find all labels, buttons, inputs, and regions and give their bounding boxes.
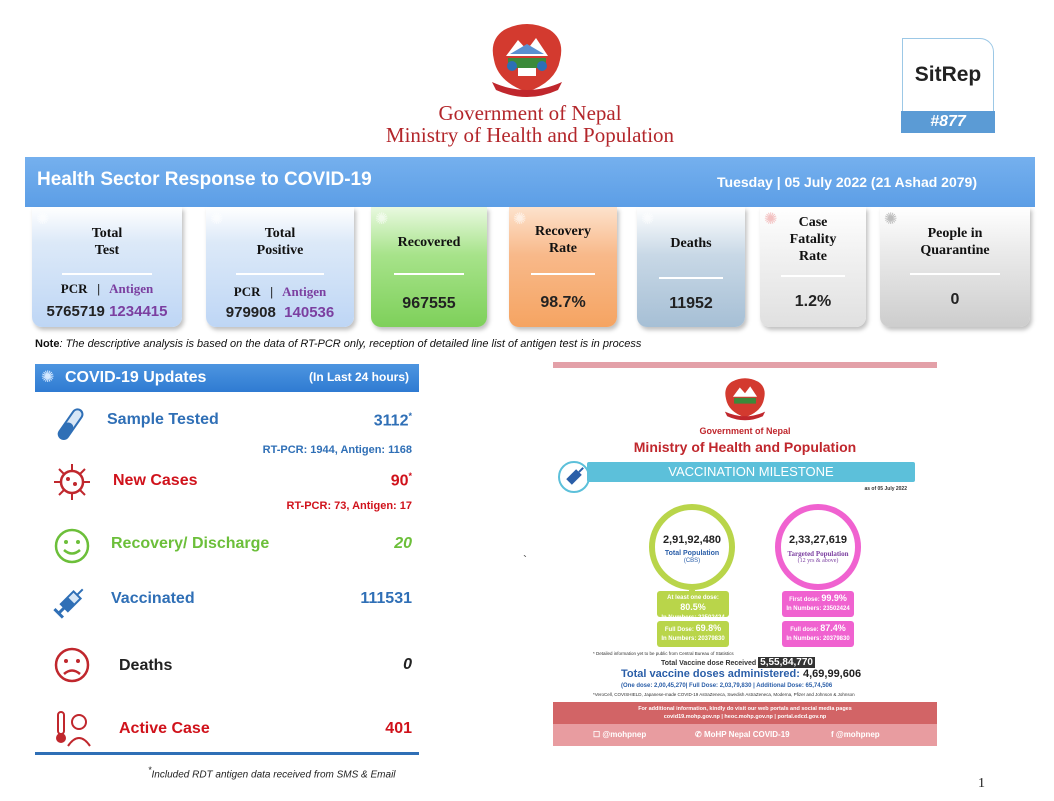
pcr-label: PCR — [60, 281, 88, 296]
card-value: 98.7% — [540, 294, 586, 311]
new-cases-number: 90 — [390, 472, 409, 490]
sad-face-icon — [52, 645, 92, 685]
card-title-line: Positive — [256, 243, 304, 258]
test-tube-icon — [50, 405, 90, 445]
antigen-value: 1234415 — [109, 303, 168, 320]
pill-numbers: In Numbers: 20379830 — [786, 636, 850, 642]
syringe-icon — [557, 458, 591, 496]
deaths-value: 0 — [403, 656, 412, 673]
thermometer-patient-icon — [52, 708, 92, 748]
card-value: 11952 — [669, 295, 713, 312]
card-title-line: Quarantine — [920, 243, 990, 258]
card-title — [32, 225, 182, 259]
sample-tested-detail: RT-PCR: 1944, Antigen: 1168 — [262, 444, 412, 456]
card-title — [760, 214, 866, 265]
vaccinated-label: Vaccinated — [111, 590, 195, 607]
title-banner — [25, 157, 1035, 207]
card-title-line: Total — [91, 226, 123, 241]
recovery-label: Recovery/ Discharge — [111, 535, 270, 552]
footnote-mark: * — [148, 765, 152, 775]
card-total-positive — [206, 207, 354, 327]
nepal-emblem-icon — [484, 20, 570, 100]
active-case-label: Active Case — [119, 720, 210, 737]
virus-icon: ✺ — [764, 211, 778, 228]
card-divider — [910, 273, 1000, 275]
pcr-value: 5765719 — [46, 303, 105, 320]
as-of-date: as of 05 July 2022 — [864, 486, 907, 492]
separator: | — [270, 284, 274, 299]
deaths-label: Deaths — [119, 657, 173, 674]
total-population-label: Total Population — [664, 550, 720, 557]
footnote-text: Included RDT antigen data received from SMS & Email — [151, 769, 396, 781]
stray-mark: ` — [523, 553, 527, 567]
virus-icon: ✺ — [884, 211, 898, 228]
card-value: 967555 — [402, 295, 456, 312]
additional-info-box — [553, 702, 937, 724]
targeted-population-range: (12 yrs & above) — [797, 558, 839, 564]
left-full-dose-pill — [657, 621, 729, 647]
antigen-label: Antigen — [282, 284, 327, 299]
government-heading — [300, 102, 760, 146]
pill-label: Full dose: — [790, 627, 819, 633]
pill-percent: 99.9% — [821, 593, 847, 603]
info-links: covid19.mohp.gov.np | heoc.mohp.gov.np | portal.edcd.gov.np — [663, 714, 827, 720]
banner-date: Tuesday | 05 July 2022 (21 Ashad 2079) — [717, 174, 977, 190]
sample-tested-label: Sample Tested — [107, 411, 219, 428]
total-administered — [621, 668, 861, 680]
card-values — [206, 304, 354, 321]
total-received — [661, 657, 815, 668]
targeted-population-value: 2,33,27,619 — [788, 534, 848, 546]
pill-label: First dose: — [789, 597, 820, 603]
pcr-value: 979908 — [225, 304, 276, 321]
administered-label: Total vaccine doses administered: — [621, 668, 800, 680]
analysis-note — [35, 338, 641, 350]
virus-icon: ✺ — [375, 211, 389, 228]
new-cases-detail: RT-PCR: 73, Antigen: 17 — [286, 500, 412, 512]
card-divider — [781, 275, 845, 277]
vaccinated-value: 111531 — [360, 590, 412, 607]
card-title: Deaths — [670, 236, 712, 251]
syringe-icon — [50, 582, 90, 622]
gov-line-2: Ministry of Health and Population — [385, 123, 675, 147]
vaccination-milestone-bar: VACCINATION MILESTONE — [587, 462, 915, 482]
infographic-top-bar — [553, 362, 937, 368]
note-label: Note — [35, 338, 60, 350]
recovery-value: 20 — [394, 535, 412, 552]
pill-numbers: In Numbers: 23502424 — [786, 606, 850, 612]
sitrep-badge — [902, 38, 994, 132]
sitrep-number: #877 — [901, 111, 995, 133]
card-title-line: Rate — [549, 241, 577, 256]
vac-ministry-line: Ministry of Health and Population — [633, 439, 857, 455]
note-text: : The descriptive analysis is based on the data of RT-PCR only, reception of detailed line list of antigen test is in process — [59, 338, 642, 350]
card-divider — [531, 273, 596, 275]
footnote — [148, 765, 396, 780]
card-title-line: Case — [798, 215, 828, 230]
received-value: 5,55,84,770 — [760, 657, 813, 668]
pill-label: Full Dose: — [664, 627, 694, 633]
targeted-population-ring — [775, 504, 861, 590]
antigen-label: Antigen — [109, 281, 154, 296]
card-title-line: Recovery — [535, 224, 591, 239]
facebook-text: @mohpnep — [835, 730, 880, 739]
card-divider — [62, 273, 152, 275]
card-title: Recovered — [397, 235, 461, 250]
card-divider — [394, 273, 464, 275]
card-values — [32, 303, 182, 320]
left-first-dose-pill — [657, 591, 729, 621]
virus-icon: ✺ — [641, 211, 655, 228]
twitter-text: @mohpnep — [602, 730, 647, 739]
card-title-line: Test — [94, 243, 120, 258]
card-title-line: Fatality — [789, 232, 837, 247]
pill-percent: 80.5% — [680, 602, 706, 612]
vac-gov-line: Government of Nepal — [699, 426, 791, 436]
virus-icon: ✺ — [36, 211, 50, 228]
twitter-handle[interactable]: ☐ @mohpnep — [593, 730, 647, 739]
social-bar — [553, 724, 937, 746]
virus-icon: ✺ — [41, 369, 55, 386]
vaccine-brands: *VeroCell, COVISHIELD, Japanese-made COVID-19 AstraZeneca, Swedish AstraZeneca, Moderna, Pfizer and Johnson & Johnson — [593, 692, 855, 697]
viber-text: MoHP Nepal COVID-19 — [703, 730, 790, 739]
administered-value: 4,69,99,606 — [802, 668, 862, 680]
new-cases-label: New Cases — [113, 472, 198, 489]
sample-tested-value — [374, 411, 412, 430]
smile-icon — [52, 526, 92, 566]
separator: | — [97, 281, 101, 296]
pill-label: At least one dose: — [667, 595, 719, 601]
virus-icon: ✺ — [210, 211, 224, 228]
sitrep-label: SitRep — [914, 63, 982, 86]
card-quarantine — [880, 207, 1030, 327]
active-case-value: 401 — [385, 720, 412, 737]
viber-handle[interactable]: ✆ MoHP Nepal COVID-19 — [695, 730, 790, 739]
card-recovered — [371, 207, 487, 327]
card-recovery-rate — [509, 207, 617, 327]
card-sublabels — [32, 281, 182, 297]
right-first-dose-pill — [782, 591, 854, 617]
facebook-handle[interactable]: f @mohpnep — [831, 730, 880, 739]
updates-title: COVID-19 Updates — [65, 369, 207, 386]
pcr-label: PCR — [233, 284, 261, 299]
right-full-dose-pill — [782, 621, 854, 647]
pill-numbers: In Numbers: 23502424 — [661, 615, 725, 621]
card-title-line: Rate — [799, 249, 827, 264]
card-title — [206, 225, 354, 259]
banner-title: Health Sector Response to COVID-19 — [37, 169, 372, 190]
card-case-fatality-rate — [760, 207, 866, 327]
updates-divider — [35, 752, 419, 755]
updates-subtitle: (In Last 24 hours) — [308, 370, 409, 384]
card-title-line: Total — [264, 226, 296, 241]
total-population-value: 2,91,92,480 — [662, 534, 722, 546]
dose-breakdown: (One dose: 2,00,45,270| Full Dose: 2,03,79,830 | Additional Dose: 65,74,506 — [621, 683, 833, 689]
targeted-population-label: Targeted Population — [787, 550, 849, 558]
footnote-mark: * — [408, 411, 412, 421]
footnote-mark: * — [408, 471, 412, 481]
page-number: 1 — [978, 776, 985, 791]
gov-line-1: Government of Nepal — [438, 101, 622, 125]
pill-percent: 69.8% — [695, 623, 722, 633]
total-population-ring — [649, 504, 735, 590]
virus-icon: ✺ — [513, 211, 527, 228]
info-line: For additional information, kindly do visit our web portals and social media pages — [638, 706, 852, 712]
pill-percent: 87.4% — [820, 623, 846, 633]
sample-tested-number: 3112 — [373, 412, 409, 430]
card-sublabels — [206, 284, 354, 300]
antigen-value: 140536 — [284, 304, 335, 321]
cbs-note: * Detailed information yet to be public from Central Bureau of Statistics — [593, 651, 734, 656]
nepal-emblem-icon — [719, 376, 771, 422]
card-title-line: People in — [927, 226, 983, 241]
pill-numbers: In Numbers: 20379830 — [661, 636, 725, 642]
card-value: 0 — [950, 291, 960, 308]
card-value: 1.2% — [794, 293, 832, 310]
updates-header — [35, 364, 419, 392]
total-population-source: (CBS) — [683, 558, 701, 564]
received-label: Total Vaccine dose Received — [661, 660, 757, 667]
card-divider — [236, 273, 325, 275]
vaccination-infographic — [553, 362, 937, 746]
new-cases-value — [391, 471, 412, 490]
card-title — [880, 225, 1030, 259]
coronavirus-icon — [52, 462, 92, 502]
card-total-test — [32, 207, 182, 327]
card-divider — [659, 277, 724, 279]
card-deaths — [637, 207, 745, 327]
card-title — [509, 223, 617, 257]
